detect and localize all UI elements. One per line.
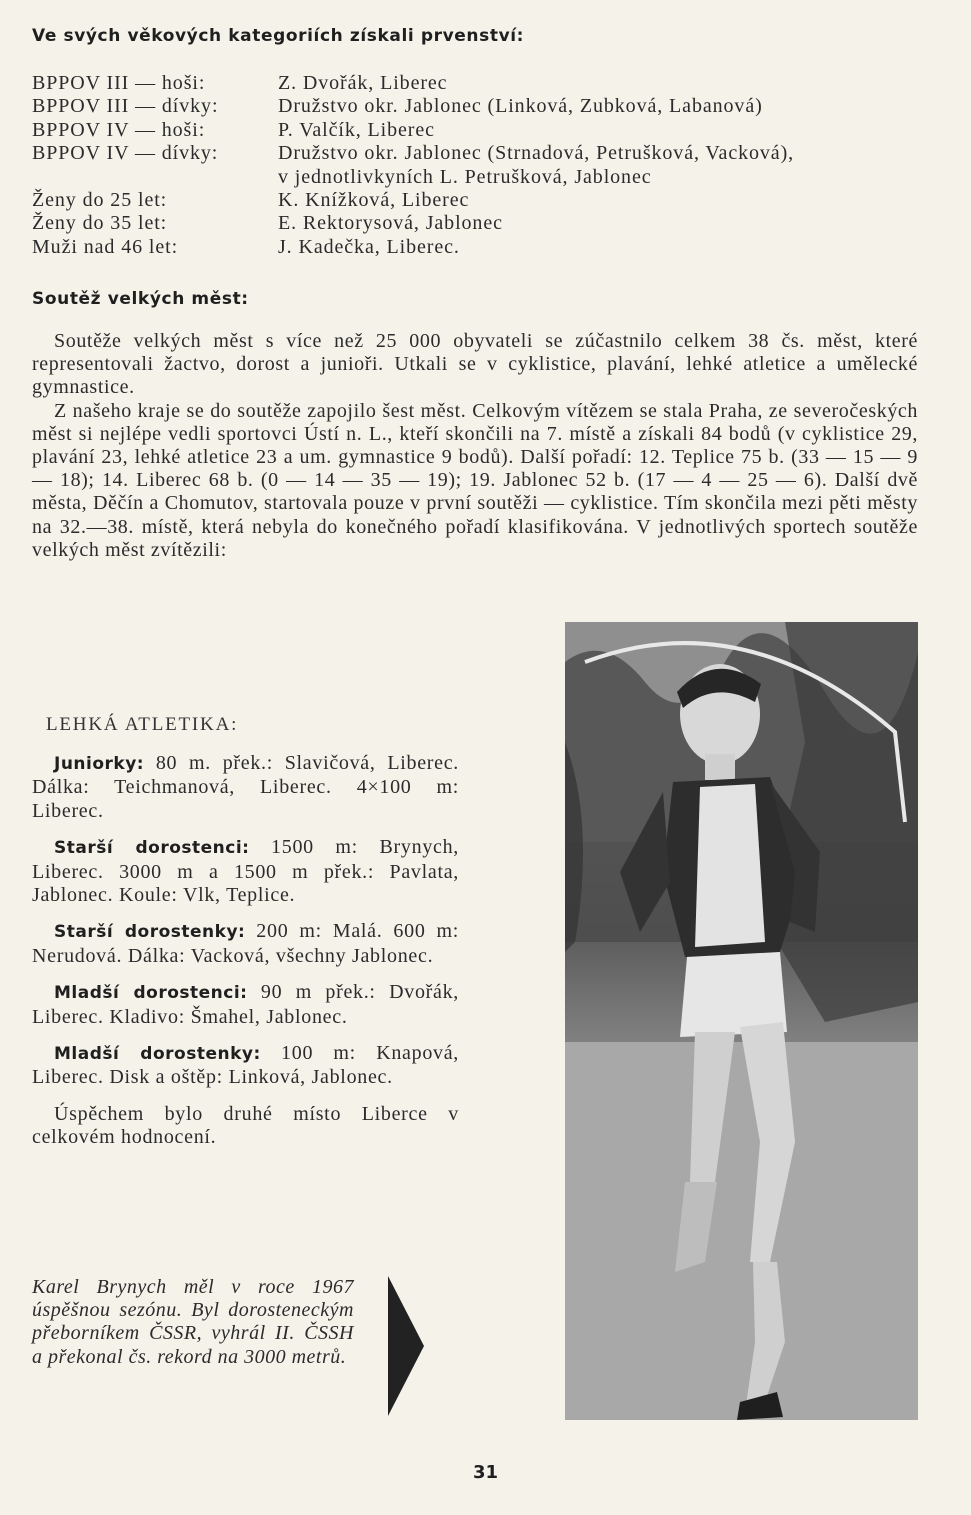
result-item xyxy=(32,752,459,823)
winner-row xyxy=(32,189,932,212)
athletics-summary: Úspěchem bylo druhé místo Liberce v celkovém hodnocení. xyxy=(32,1102,459,1149)
winner-name: J. Kadečka, Liberec. xyxy=(278,235,460,258)
winner-category: Ženy do 35 let: xyxy=(32,212,168,235)
winner-name: K. Knížková, Liberec xyxy=(278,189,470,212)
winner-row xyxy=(32,212,932,235)
result-category: Starší dorostenci: xyxy=(54,838,250,859)
athletics-results xyxy=(32,752,459,1163)
result-text: 100 m: Knapová, Liberec. Disk a oštěp: Linková, Jablonec. xyxy=(32,1042,459,1089)
winner-category: BPPOV III — dívky: xyxy=(32,95,219,118)
winner-row xyxy=(32,119,932,142)
winner-row xyxy=(32,95,932,118)
result-category: Mladší dorostenci: xyxy=(54,983,248,1004)
winner-name: E. Rektorysová, Jablonec xyxy=(278,212,503,235)
competition-heading: Soutěž velkých měst: xyxy=(32,289,249,309)
winner-category: BPPOV III — hoši: xyxy=(32,72,206,94)
athletics-title: LEHKÁ ATLETIKA: xyxy=(46,714,239,735)
winner-category: Muži nad 46 let: xyxy=(32,235,179,258)
winner-row xyxy=(32,166,932,189)
winner-name: Z. Dvořák, Liberec xyxy=(278,72,448,94)
winner-name: Družstvo okr. Jablonec (Linková, Zubková, Labanová) xyxy=(278,95,763,118)
result-text: 200 m: Malá. 600 m: Nerudová. Dálka: Vacková, všechny Jablonec. xyxy=(32,920,459,967)
paragraph: Z našeho kraje se do soutěže zapojilo šest měst. Celkovým vítězem se stala Praha, ze severočeských měst si nejlépe vedli sportovci Ústí n. L., kteří skončili na 7. místě a získali 84 bodů (v cyklistice 29, plavání 23, lehké atletice 23 a um. gymnastice 9 bodů). Další pořadí: 12. Teplice 75 b. (33 — 15 — 9 — 18); 14. Liberec 68 b. (0 — 14 — 35 — 19); 19. Jablonec 52 b. (17 — 4 — 25 — 6). Další dvě města, Děčín a Chomutov, startovala pouze v první soutěži — cyklistice. Tím skončila mezi pěti městy na 32.—38. místě, která nebyla do konečného pořadí klasifikována. V jednotlivých sportech soutěže velkých měst zvítězili: xyxy=(32,399,918,561)
result-category: Mladší dorostenky: xyxy=(54,1044,261,1065)
winner-category-empty xyxy=(32,166,278,189)
result-item xyxy=(32,836,459,907)
winner-row xyxy=(32,236,932,259)
result-text: 80 m. přek.: Slavičová, Liberec. Dálka: Teichmanová, Liberec. 4×100 m: Liberec. xyxy=(32,752,459,822)
winner-category: BPPOV IV — hoši: xyxy=(32,118,206,141)
runner-photo xyxy=(565,622,918,1420)
caption-arrow-icon xyxy=(388,1276,424,1416)
winner-category: Ženy do 25 let: xyxy=(32,189,168,212)
result-text: 1500 m: Brynych, Liberec. 3000 m a 1500 m přek.: Pavlata, Jablonec. Koule: Vlk, Teplice. xyxy=(32,836,459,907)
paragraph: Soutěže velkých měst s více než 25 000 obyvateli se zúčastnilo celkem 38 čs. měst, které representovali žactvo, dorost a junioři. Utkali se v cyklistice, plavání, lehké atletice a umělecké gymnastice. xyxy=(32,330,918,399)
result-text: 90 m přek.: Dvořák, Liberec. Kladivo: Šmahel, Jablonec. xyxy=(32,981,459,1028)
winner-name: v jednotlivkyních L. Petrušková, Jablonec xyxy=(278,165,652,188)
result-item xyxy=(32,981,459,1029)
winner-name: P. Valčík, Liberec xyxy=(278,118,435,141)
winner-category: BPPOV IV — dívky: xyxy=(32,142,219,165)
result-category: Juniorky: xyxy=(54,754,145,774)
photo-caption: Karel Brynych měl v roce 1967 úspěšnou sezónu. Byl dorosteneckým přeborníkem ČSSR, vyhrál II. ČSSH a překonal čs. rekord na 3000 metrů. xyxy=(32,1276,354,1368)
result-item xyxy=(32,1042,459,1090)
winner-name: Družstvo okr. Jablonec (Strnadová, Petrušková, Vacková), xyxy=(278,142,795,165)
result-item xyxy=(32,920,459,968)
winners-list xyxy=(32,72,932,259)
page-number: 31 xyxy=(472,1462,499,1483)
result-category: Starší dorostenky: xyxy=(54,922,246,943)
winner-row xyxy=(32,72,932,95)
section-heading: Ve svých věkových kategoriích získali prvenství: xyxy=(32,26,525,46)
competition-text xyxy=(32,330,918,562)
winner-row xyxy=(32,142,932,165)
